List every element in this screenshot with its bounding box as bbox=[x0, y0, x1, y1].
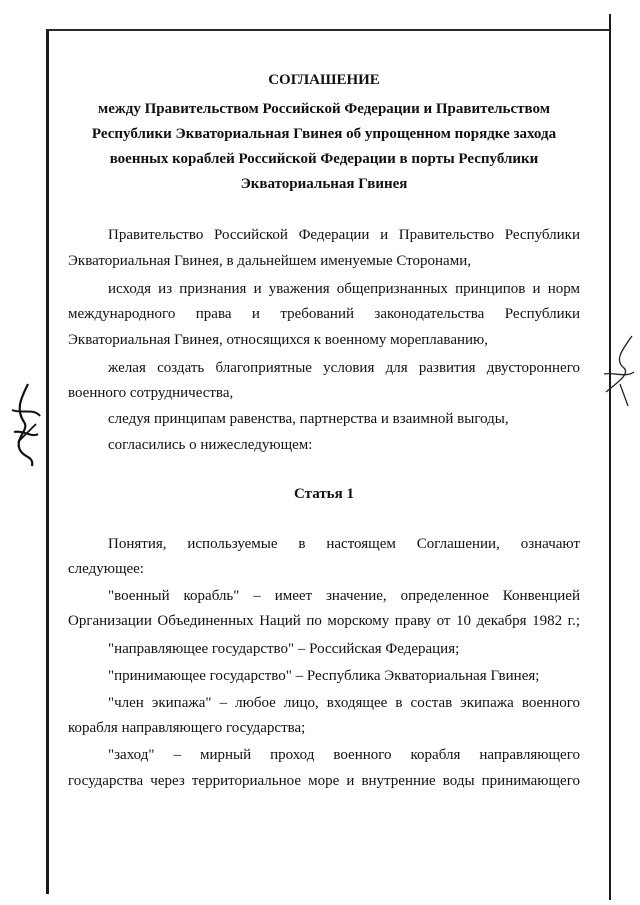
article-line: Понятия, используемые в настоящем Соглашении, означают bbox=[108, 536, 580, 552]
preamble-line: военного сотрудничества, bbox=[68, 385, 234, 401]
preamble-line: Экваториальная Гвинея, в дальнейшем именуемые Сторонами, bbox=[68, 253, 471, 269]
preamble-line: международного права и требований законодательства Республики bbox=[68, 306, 580, 322]
preamble-line: согласились о нижеследующем: bbox=[108, 437, 313, 453]
article-line: государства через территориальное море и внутренние воды принимающего bbox=[68, 773, 580, 789]
document-title-block bbox=[68, 68, 580, 197]
article-line: Организации Объединенных Наций по морскому праву от 10 декабря 1982 г.; bbox=[68, 613, 580, 629]
margin-initials-left bbox=[6, 380, 46, 470]
preamble-line: следуя принципам равенства, партнерства и взаимной выгоды, bbox=[108, 411, 509, 427]
article-line: корабля направляющего государства; bbox=[68, 720, 306, 736]
preamble-line: Экваториальная Гвинея, относящихся к военному мореплаванию, bbox=[68, 332, 488, 348]
page-frame-left bbox=[46, 30, 49, 894]
subtitle-line: Республики Экваториальная Гвинея об упрощенном порядке захода bbox=[91, 126, 557, 142]
article-line: "военный корабль" – имеет значение, определенное Конвенцией bbox=[108, 588, 580, 604]
preamble-line: Правительство Российской Федерации и Правительство Республики bbox=[108, 227, 580, 243]
preamble-line: желая создать благоприятные условия для развития двустороннего bbox=[108, 360, 580, 376]
subtitle-line: Экваториальная Гвинея bbox=[240, 176, 408, 192]
preamble-line: исходя из признания и уважения общепризнанных принципов и норм bbox=[108, 281, 580, 297]
subtitle-line: военных кораблей Российской Федерации в порты Республики bbox=[109, 151, 539, 167]
margin-initials-right bbox=[598, 332, 638, 412]
document-title: СОГЛАШЕНИЕ bbox=[268, 72, 380, 88]
article-line: "направляющее государство" – Российская Федерация; bbox=[108, 641, 460, 657]
article-line: следующее: bbox=[68, 561, 144, 577]
article-line: "член экипажа" – любое лицо, входящее в состав экипажа военного bbox=[108, 695, 580, 711]
subtitle-line: между Правительством Российской Федерации и Правительством bbox=[98, 101, 550, 117]
article-heading: Статья 1 bbox=[294, 486, 354, 502]
page-frame-top bbox=[46, 29, 611, 31]
page-frame-right bbox=[609, 14, 611, 900]
article-line: "заход" – мирный проход военного корабля направляющего bbox=[108, 747, 580, 763]
article-line: "принимающее государство" – Республика Экваториальная Гвинея; bbox=[108, 668, 540, 684]
